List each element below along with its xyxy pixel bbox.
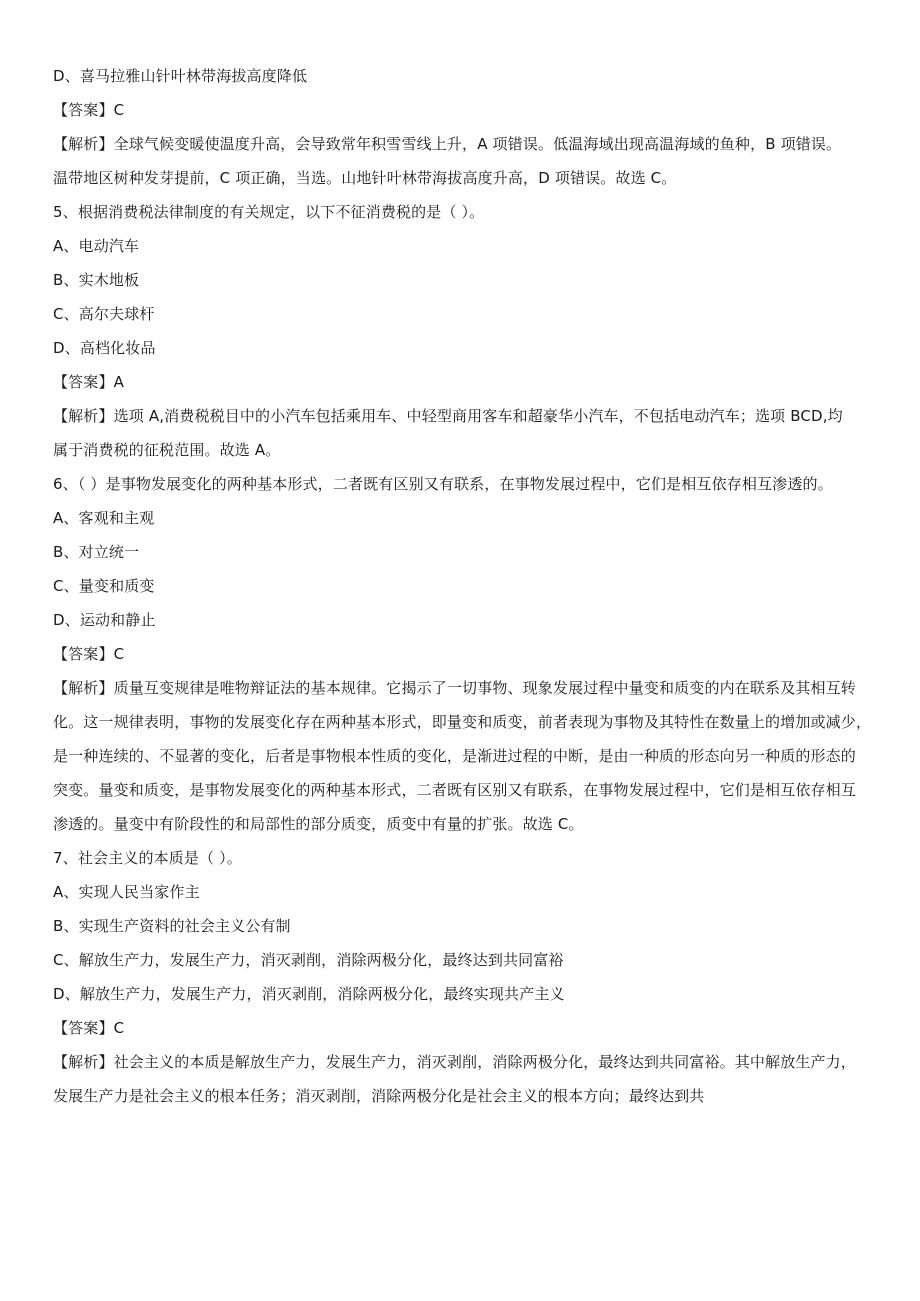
q6-analysis-line-4: 突变。量变和质变，是事物发展变化的两种基本形式，二者既有区别又有联系，在事物发展过程中，它们是相互依存相互 xyxy=(53,781,856,799)
q7-option-b: B、实现生产资料的社会主义公有制 xyxy=(53,917,291,935)
q5-option-c: C、高尔夫球杆 xyxy=(53,305,155,323)
q5-option-b: B、实木地板 xyxy=(53,271,140,289)
q5-stem: 5、根据消费税法律制度的有关规定，以下不征消费税的是（ ）。 xyxy=(53,203,485,221)
q4-analysis-line-2: 温带地区树种发芽提前，C 项正确，当选。山地针叶林带海拔高度升高，D 项错误。故选 C。 xyxy=(53,169,677,187)
q5-option-a: A、电动汽车 xyxy=(53,237,140,255)
q6-option-a: A、客观和主观 xyxy=(53,509,155,527)
q6-answer: 【答案】C xyxy=(53,645,125,663)
q6-option-b: B、对立统一 xyxy=(53,543,140,561)
q5-analysis-line-1: 【解析】选项 A,消费税税目中的小汽车包括乘用车、中轻型商用客车和超豪华小汽车，不包括电动汽车；选项 BCD,均 xyxy=(53,407,843,425)
q7-analysis-line-1: 【解析】社会主义的本质是解放生产力，发展生产力，消灭剥削，消除两极分化，最终达到共同富裕。其中解放生产力， xyxy=(53,1053,856,1071)
q7-answer: 【答案】C xyxy=(53,1019,125,1037)
q7-option-d: D、解放生产力，发展生产力，消灭剥削，消除两极分化，最终实现共产主义 xyxy=(53,985,565,1003)
q7-analysis-line-2: 发展生产力是社会主义的根本任务；消灭剥削，消除两极分化是社会主义的根本方向；最终达到共 xyxy=(53,1087,705,1105)
q6-analysis-line-2: 化。这一规律表明，事物的发展变化存在两种基本形式，即量变和质变，前者表现为事物及其特性在数量上的增加或减少， xyxy=(53,713,872,731)
q6-analysis-line-1: 【解析】质量互变规律是唯物辩证法的基本规律。它揭示了一切事物、现象发展过程中量变和质变的内在联系及其相互转 xyxy=(53,679,856,697)
q4-option-d: D、喜马拉雅山针叶林带海拔高度降低 xyxy=(53,67,308,85)
q5-answer: 【答案】A xyxy=(53,373,125,391)
q7-option-c: C、解放生产力，发展生产力，消灭剥削，消除两极分化，最终达到共同富裕 xyxy=(53,951,564,969)
q6-analysis-line-5: 渗透的。量变中有阶段性的和局部性的部分质变，质变中有量的扩张。故选 C。 xyxy=(53,815,584,833)
q5-analysis-line-2: 属于消费税的征税范围。故选 A。 xyxy=(53,441,281,459)
q6-option-d: D、运动和静止 xyxy=(53,611,156,629)
q6-stem: 6、（ ）是事物发展变化的两种基本形式，二者既有区别又有联系，在事物发展过程中，它们是相互依存相互渗透的。 xyxy=(53,475,833,493)
q4-answer: 【答案】C xyxy=(53,101,125,119)
q5-option-d: D、高档化妆品 xyxy=(53,339,156,357)
q6-option-c: C、量变和质变 xyxy=(53,577,155,595)
q6-analysis-line-3: 是一种连续的、不显著的变化，后者是事物根本性质的变化，是渐进过程的中断，是由一种质的形态向另一种质的形态的 xyxy=(53,747,856,765)
q4-analysis-line-1: 【解析】全球气候变暖使温度升高，会导致常年积雪雪线上升，A 项错误。低温海域出现高温海域的鱼种，B 项错误。 xyxy=(53,135,842,153)
q7-option-a: A、实现人民当家作主 xyxy=(53,883,200,901)
q7-stem: 7、社会主义的本质是（ ）。 xyxy=(53,849,242,867)
